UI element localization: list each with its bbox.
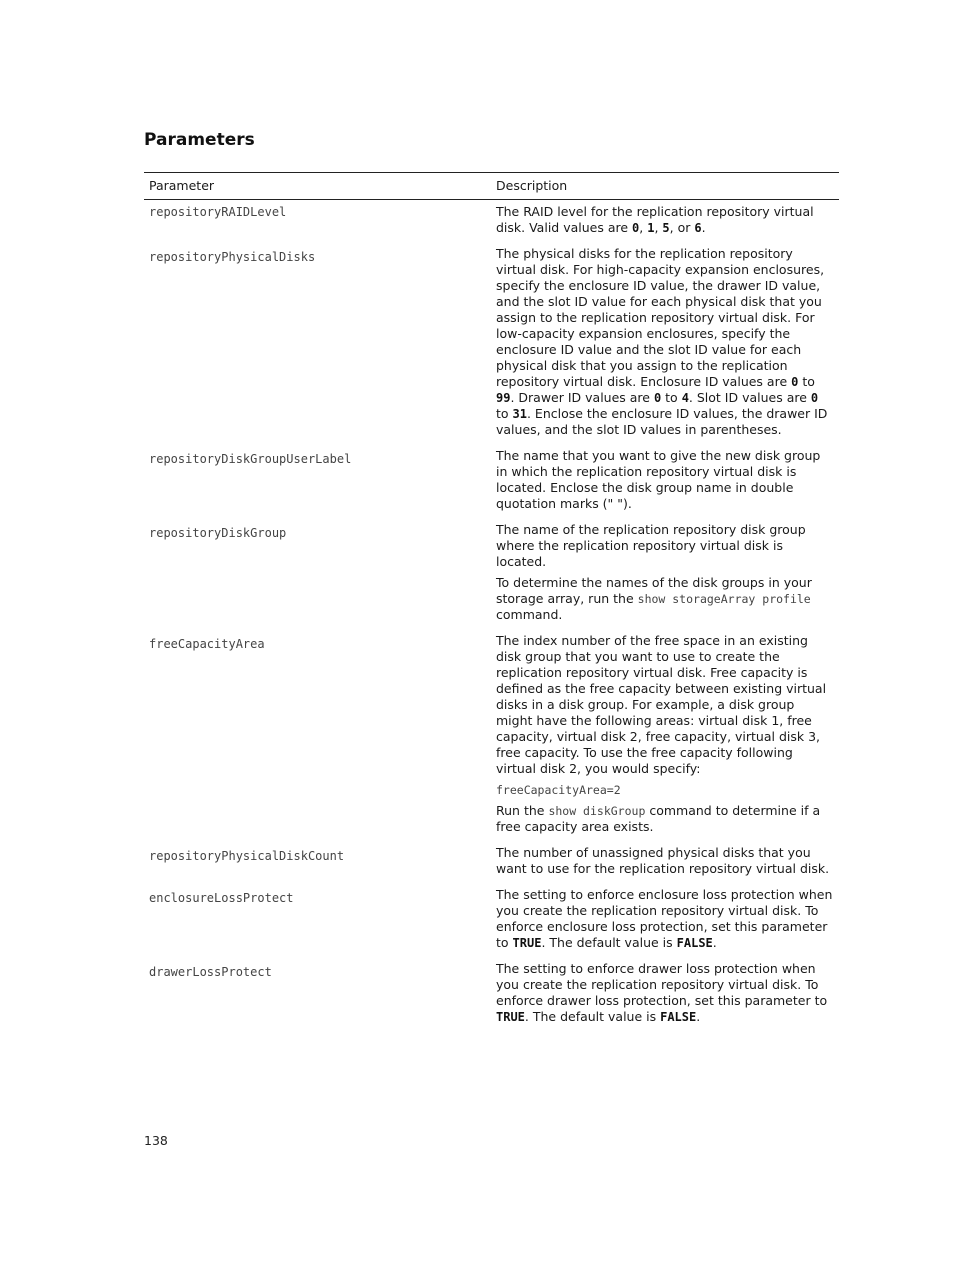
value-literal: TRUE <box>512 936 542 950</box>
description-paragraph <box>496 887 834 951</box>
value-literal: 99 <box>496 391 511 405</box>
column-header-description: Description <box>496 178 568 193</box>
value-literal: TRUE <box>496 1010 525 1024</box>
parameter-description <box>491 961 839 1035</box>
description-paragraph <box>496 633 834 777</box>
table-row <box>144 448 839 522</box>
parameter-name: repositoryPhysicalDiskCount <box>149 849 345 863</box>
description-text: to <box>661 390 682 405</box>
parameter-description <box>491 887 839 961</box>
description-paragraph <box>496 575 834 623</box>
description-text: Run the <box>496 803 549 818</box>
parameter-description <box>491 246 839 448</box>
parameter-name: freeCapacityArea <box>149 637 265 651</box>
description-text: The RAID level for the replication repository virtual disk. Valid values are <box>496 204 814 235</box>
value-literal: 0 <box>653 391 662 405</box>
value-literal: FALSE <box>660 1010 697 1024</box>
description-text: command. <box>496 607 563 622</box>
description-text: The number of unassigned physical disks that you want to use for the replication repository virtual disk. <box>496 845 830 876</box>
value-literal: 5 <box>662 221 670 235</box>
description-text: . The default value is <box>524 1009 661 1024</box>
table-row <box>144 200 839 247</box>
description-text: to <box>496 406 513 421</box>
description-paragraph <box>496 204 834 236</box>
description-text: , <box>654 220 663 235</box>
description-paragraph <box>496 448 834 512</box>
description-text: to <box>798 374 815 389</box>
description-text: . <box>701 220 706 235</box>
parameters-table-container <box>144 172 839 1035</box>
table-body <box>144 200 839 1036</box>
description-text: . Drawer ID values are <box>510 390 654 405</box>
description-paragraph <box>496 246 834 438</box>
description-text: The setting to enforce drawer loss protection when you create the replication repository virtual disk. To enforce drawer loss protection, set this parameter to <box>496 961 828 1008</box>
parameter-description <box>491 200 839 247</box>
description-text: . Enclose the enclosure ID values, the drawer ID values, and the slot ID values in parentheses. <box>496 406 828 437</box>
value-literal: 4 <box>681 391 689 405</box>
table-row <box>144 246 839 448</box>
description-text: , or <box>669 220 695 235</box>
code-example <box>496 782 834 798</box>
section-heading: Parameters <box>144 130 255 150</box>
value-literal: 6 <box>694 221 702 235</box>
description-paragraph <box>496 803 834 835</box>
description-text: . <box>696 1009 701 1024</box>
parameter-description <box>491 448 839 522</box>
description-paragraph <box>496 522 834 570</box>
description-text: The index number of the free space in an existing disk group that you want to use to create the replication repository virtual disk. Free capacity is defined as the free capacity between existing virtual disks in a disk group. For example, a disk group might have the following areas: virtual disk 1, free capacity, virtual disk 2, free capacity, virtual disk 3, free capacity. To use the free capacity following virtual disk 2, you would specify: <box>496 633 827 776</box>
description-text: . The default value is <box>541 935 677 950</box>
value-literal: 0 <box>632 221 640 235</box>
parameter-name: repositoryDiskGroup <box>149 526 287 540</box>
table-row <box>144 522 839 633</box>
description-text: The setting to enforce enclosure loss protection when you create the replication repository virtual disk. To enforce enclosure loss protection, set this parameter to <box>496 887 833 950</box>
table-header-row <box>144 173 839 200</box>
parameter-name: repositoryDiskGroupUserLabel <box>149 452 352 466</box>
table-row <box>144 961 839 1035</box>
description-text: . <box>712 935 717 950</box>
table-row <box>144 633 839 845</box>
column-header-parameter: Parameter <box>149 178 215 193</box>
description-paragraph <box>496 845 834 877</box>
description-text: . Slot ID values are <box>688 390 811 405</box>
description-text: freeCapacityArea=2 <box>496 783 621 797</box>
description-text: , <box>639 220 648 235</box>
table-row <box>144 887 839 961</box>
value-literal: 0 <box>791 375 799 389</box>
parameter-description <box>491 845 839 887</box>
value-literal: 31 <box>512 407 527 421</box>
parameter-name: repositoryRAIDLevel <box>149 205 287 219</box>
value-literal: FALSE <box>676 936 713 950</box>
parameter-name: drawerLossProtect <box>149 965 272 979</box>
page-number: 138 <box>144 1133 168 1148</box>
description-text: The physical disks for the replication repository virtual disk. For high-capacity expansion enclosures, specify the enclosure ID value, the drawer ID value, and the slot ID value for each physical disk that you assign to the replication repository virtual disk. For low-capacity expansion enclosures, specify the enclosure ID value and the slot ID value for each physical disk that you assign to the replication repository virtual disk. Enclosure ID values are <box>496 246 825 389</box>
description-text: The name that you want to give the new disk group in which the replication repository virtual disk is located. Enclose the disk group name in double quotation marks (" "). <box>496 448 821 511</box>
parameter-description <box>491 522 839 633</box>
description-paragraph <box>496 961 834 1025</box>
description-text: command to determine if a free capacity area exists. <box>496 803 821 834</box>
parameter-name: enclosureLossProtect <box>149 891 294 905</box>
description-text: To determine the names of the disk groups in your storage array, run the <box>496 575 812 606</box>
parameter-description <box>491 633 839 845</box>
inline-code: show diskGroup <box>548 804 646 818</box>
parameter-name: repositoryPhysicalDisks <box>149 250 316 264</box>
table-header <box>144 173 839 200</box>
inline-code: show storageArray profile <box>637 592 811 606</box>
parameters-table <box>144 172 839 1035</box>
description-text: The name of the replication repository disk group where the replication repository virtual disk is located. <box>496 522 806 569</box>
value-literal: 0 <box>810 391 819 405</box>
table-row <box>144 845 839 887</box>
value-literal: 1 <box>647 221 655 235</box>
